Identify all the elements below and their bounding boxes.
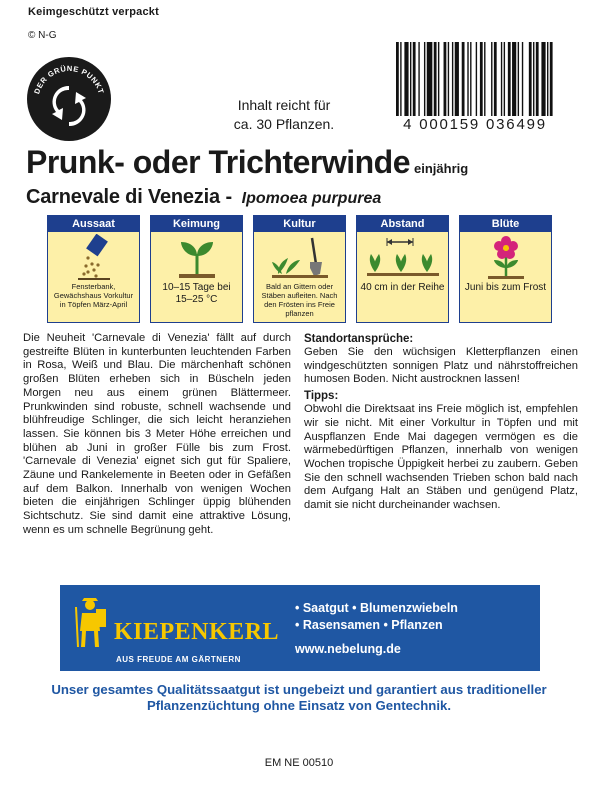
barcode-bar: [518, 42, 519, 116]
brand-banner: [60, 585, 540, 671]
infobox-text: Fensterbank, Gewächshaus Vorkultur in Töpfen März-April: [53, 282, 134, 309]
product-title: Prunk- oder Trichterwinde: [26, 144, 411, 180]
svg-text:DER GRÜNE PUNKT: DER GRÜNE PUNKT: [32, 63, 106, 96]
brand-website-link[interactable]: www.nebelung.de: [295, 642, 401, 656]
description-text: Die Neuheit 'Carnevale di Venezia' fällt auf durch gestreifte Blüten in kunterbunten leuchtenden Farben in Rosa, Weiß und Blau. Die märchenhaft schönen großen Blüten erheben sich in Büscheln jeden Morgen neu aus einem grünen Blättermeer. Prunkwinden sind robuste, schnell wachsende und blühfreudige Schlinger, die sich leicht heranziehen lassen. Sie können bis 3 Meter Höhe erreichen und blühen ab Juni in großer Fülle bis zum Frost. 'Carnevale di Venezia' eignet sich gut für Spaliere, Zäune und Rankelemente in Beeten oder in Gefäßen auf dem Balkon. Innerhalb von wenigen Wochen bieten die einjährigen Schlinger üppig blühenden Sichtschutz. Sie sind damit eine attraktive Lösung, wenn es um schnelle Begrünung geht.: [23, 332, 291, 536]
product-title-row: [26, 144, 468, 181]
gruener-punkt-icon: [26, 56, 112, 142]
tips-text: Obwohl die Direktsaat ins Freie möglich ist, empfehlen wir sie nicht. Mit einer Vorkultur in Töpfen und mit Auspflanzen Ende Mai dagegen vermögen es die wärmebedürftigen Pflanzen, innerhalb von wenigen Wochen tropische Üppigkeit herbei zu zaubern. Geben Sie den schnell wachsenden Trieben schon bald nach dem Aufgang Halt an Stäben und genügend Platz, damit sie nicht durcheinander wachsen.: [304, 403, 578, 512]
barcode-bar: [452, 42, 453, 116]
quality-note: Unser gesamtes Qualitätssaatgut ist ungebeizt und garantiert aus traditioneller Pflanzenzüchtung ohne Einsatz von Gentechnik.: [51, 682, 547, 713]
barcode-bar: [467, 42, 468, 116]
infobox-abstand: [356, 215, 449, 323]
tips-heading: Tipps:: [304, 390, 339, 403]
barcode-bar: [491, 42, 492, 116]
flower-icon: [484, 234, 528, 280]
infobox-header: Abstand: [357, 216, 448, 232]
product-subtitle-row: [26, 186, 381, 209]
barcode-bar: [455, 42, 459, 116]
barcode-bar: [504, 42, 505, 116]
barcode-bar: [550, 42, 553, 116]
barcode-number: 4 000159 036499: [403, 116, 547, 133]
brand-products-line2: • Rasensamen • Pflanzen: [295, 618, 443, 632]
brand-products-line1: • Saatgut • Blumenzwiebeln: [295, 601, 458, 615]
barcode-bar: [424, 42, 425, 116]
content-note-line1: Inhalt reicht für: [237, 97, 331, 113]
barcode-bar: [522, 42, 523, 116]
infobox-header: Blüte: [460, 216, 551, 232]
barcode-bar: [400, 42, 401, 116]
infobox-text: 40 cm in der Reihe: [360, 282, 445, 293]
location-text: Geben Sie den wüchsigen Kletterpflanzen einen windgeschützten sonnigen Platz und nährstoffreichen humosen Boden. Nicht austrocknen lassen!: [304, 346, 578, 386]
infobox-aussaat: [47, 215, 140, 323]
content-note: [214, 96, 354, 134]
top-label: Keimgeschützt verpackt: [28, 6, 159, 18]
spacing-icon: [365, 234, 441, 280]
barcode-bar: [413, 42, 416, 116]
right-column: [304, 332, 578, 515]
infobox-bluete: [459, 215, 552, 323]
barcode-bar: [480, 42, 483, 116]
infobox-text: Juni bis zum Frost: [464, 282, 547, 293]
barcode-bar: [529, 42, 532, 116]
product-tag: einjährig: [414, 161, 469, 176]
infobox-keimung: [150, 215, 243, 323]
barcode-bar: [448, 42, 449, 116]
barcode-bar: [512, 42, 516, 116]
barcode-bar: [434, 42, 437, 116]
location-heading: Standortansprüche:: [304, 333, 414, 345]
barcode-bar: [444, 42, 447, 116]
barcode-bar: [476, 42, 477, 116]
trowel-plant-icon: [270, 234, 330, 280]
barcode-bar: [404, 42, 408, 116]
seed-packet-icon: [74, 234, 114, 280]
brand-products: [295, 600, 458, 634]
brand-logo: [68, 593, 280, 664]
product-variety: Carnevale di Venezia: [26, 186, 220, 208]
product-latin-name: Ipomoea purpurea: [241, 190, 382, 207]
barcode-bar: [484, 42, 485, 116]
copyright: © N-G: [28, 30, 57, 41]
barcode-bar: [541, 42, 545, 116]
barcode-bar: [462, 42, 465, 116]
barcode-bar: [396, 42, 399, 116]
barcode-bars: [394, 42, 556, 116]
barcode-bar: [470, 42, 471, 116]
infobox-text: 10–15 Tage bei 15–25 °C: [162, 282, 231, 305]
brand-name: KIEPENKERL: [114, 619, 280, 645]
barcode-bar: [533, 42, 534, 116]
article-number: EM NE 00510: [264, 757, 334, 769]
seedling-icon: [175, 234, 219, 280]
infobox-header: Aussaat: [48, 216, 139, 232]
infobox-header: Kultur: [254, 216, 345, 232]
kiepenkerl-figure-icon: [70, 597, 110, 649]
brand-slogan: AUS FREUDE AM GÄRTNERN: [116, 655, 241, 664]
barcode-bar: [418, 42, 419, 116]
barcode-bar: [427, 42, 433, 116]
subtitle-separator: -: [219, 186, 238, 208]
barcode-bar: [501, 42, 502, 116]
infobox-header: Keimung: [151, 216, 242, 232]
barcode-bar: [508, 42, 511, 116]
infobox-text: Bald an Gittern oder Stäben aufleiten. Nach den Frösten ins Freie pflanzen: [261, 282, 338, 318]
barcode-bar: [438, 42, 439, 116]
barcode-bar: [494, 42, 497, 116]
barcode-bar: [536, 42, 539, 116]
barcode-bar: [410, 42, 411, 116]
barcode: [394, 42, 556, 133]
infobox-kultur: [253, 215, 346, 323]
content-note-line2: ca. 30 Pflanzen.: [233, 116, 335, 132]
barcode-bar: [547, 42, 548, 116]
